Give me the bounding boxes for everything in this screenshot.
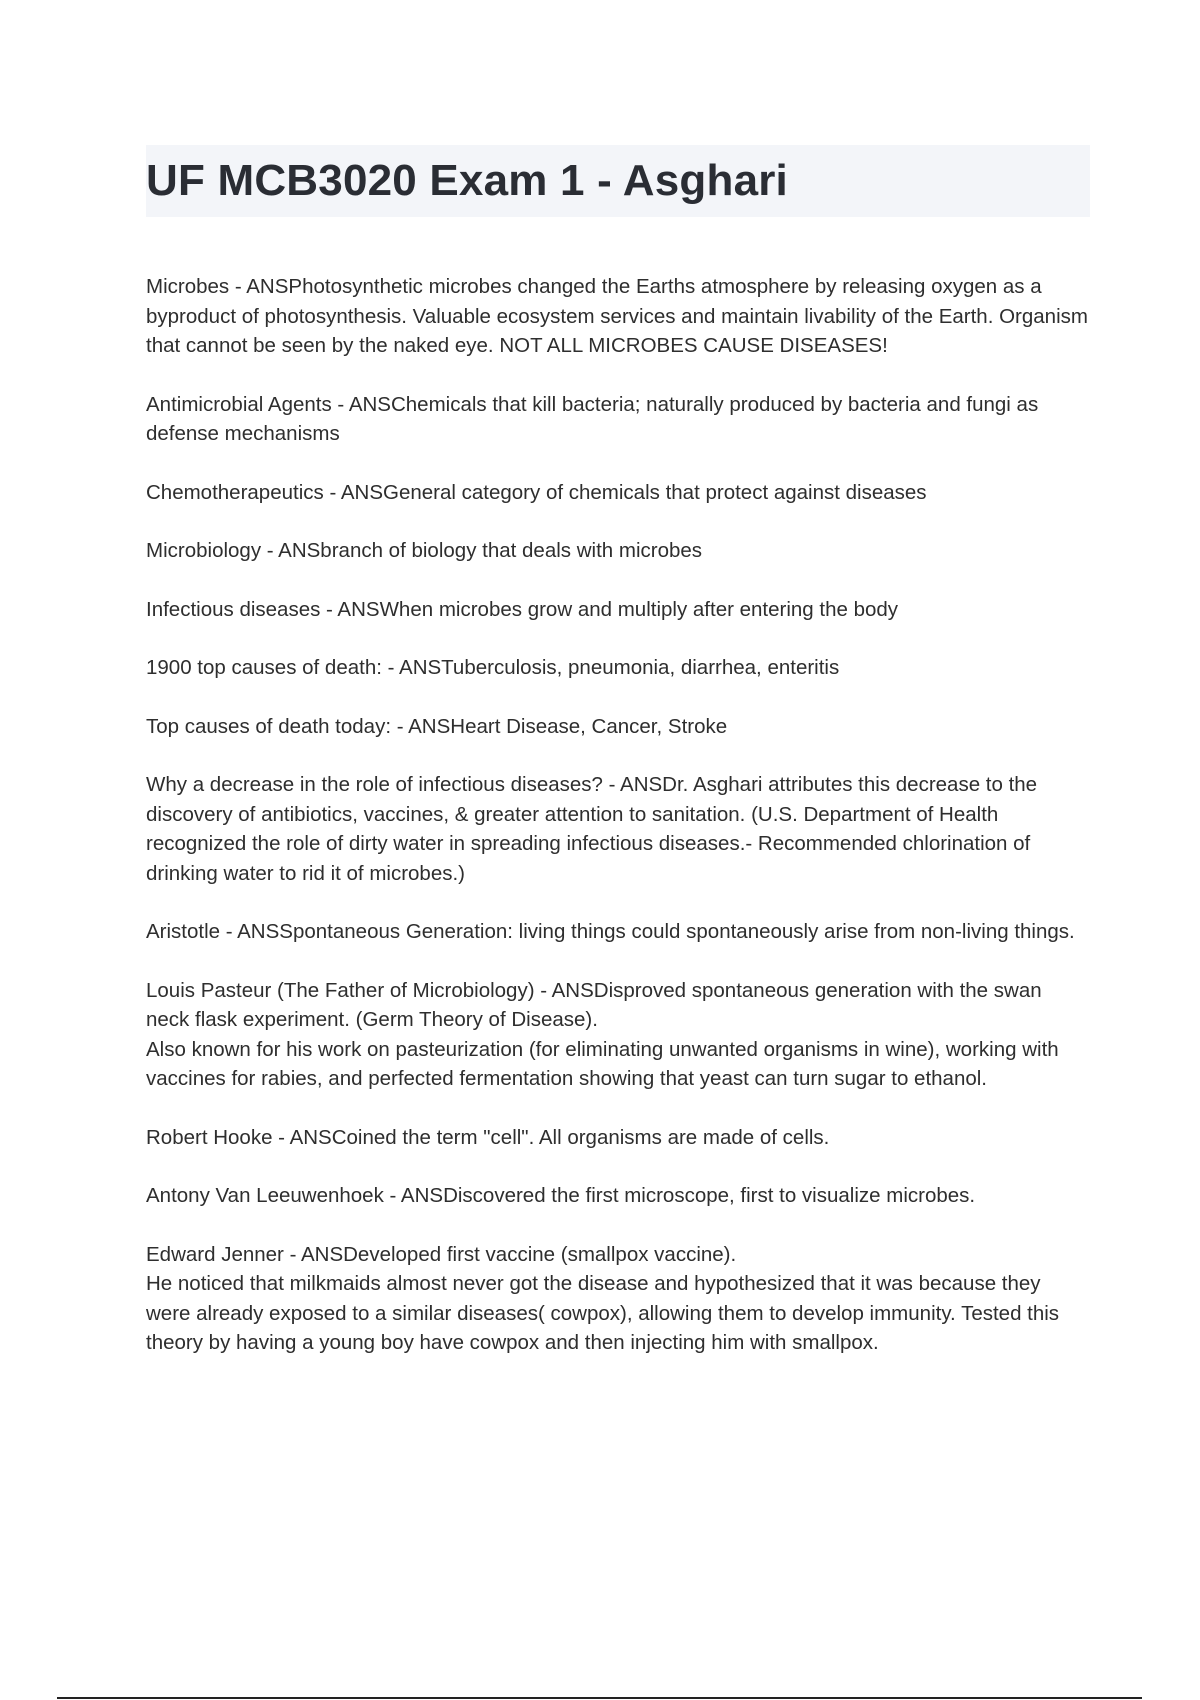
entry-text: Why a decrease in the role of infectious diseases? - ANSDr. Asghari attributes this decrease to the discovery of antibiotics, vaccines, & greater attention to sanitation. (U.S. Department of Health recognized the role of dirty water in spreading infectious diseases.- Recommended chlorination of drinking water to rid it of microbes.) [146,773,1038,885]
document-page [146,145,1090,1387]
entry-text: Top causes of death today: - ANSHeart Disease, Cancer, Stroke [146,714,728,738]
flashcard-entry [146,1181,1090,1211]
flashcard-entry [146,478,1090,508]
entry-text-continued: He noticed that milkmaids almost never got the disease and hypothesized that it was because they were already exposed to a similar diseases( cowpox), allowing them to develop immunity. Tested this theory by having a young boy have cowpox and then injecting him with smallpox. [146,1272,1060,1354]
entry-text: Antimicrobial Agents - ANSChemicals that kill bacteria; naturally produced by bacteria and fungi as defense mechanisms [146,392,1039,445]
entry-text: Antony Van Leeuwenhoek - ANSDiscovered the first microscope, first to visualize microbes. [146,1184,976,1207]
footer-divider [57,1697,1142,1699]
entry-text: Microbiology - ANSbranch of biology that deals with microbes [146,539,703,562]
flashcard-entry [146,1123,1090,1153]
entry-text: Microbes - ANSPhotosynthetic microbes changed the Earths atmosphere by releasing oxygen as a byproduct of photosynthesis. Valuable ecosystem services and maintain livability of the Earth. Organism that cannot be seen by the naked eye. NOT ALL MICROBES CAUSE DISEASES! [146,275,1088,357]
flashcard-list [146,272,1090,1358]
entry-text: Robert Hooke - ANSCoined the term "cell". All organisms are made of cells. [146,1125,830,1149]
flashcard-entry [146,976,1090,1094]
flashcard-entry [146,917,1090,947]
entry-text: Louis Pasteur (The Father of Microbiology) - ANSDisproved spontaneous generation with the swan neck flask experiment. (Germ Theory of Disease). [146,978,1042,1031]
flashcard-entry [146,770,1090,888]
flashcard-entry [146,1240,1090,1358]
flashcard-entry [146,653,1090,683]
entry-text: Edward Jenner - ANSDeveloped first vaccine (smallpox vaccine). [146,1242,737,1266]
flashcard-entry [146,712,1090,742]
title-banner [146,145,1090,217]
flashcard-entry [146,595,1090,625]
entry-text: Aristotle - ANSSpontaneous Generation: living things could spontaneously arise from non-living things. [146,920,1075,943]
flashcard-entry [146,390,1090,449]
page-title: UF MCB3020 Exam 1 - Asghari [146,156,788,205]
entry-text-continued: Also known for his work on pasteurization (for eliminating unwanted organisms in wine), working with vaccines for rabies, and perfected fermentation showing that yeast can turn sugar to ethanol. [146,1037,1059,1090]
flashcard-entry [146,536,1090,566]
entry-text: Chemotherapeutics - ANSGeneral category of chemicals that protect against diseases [146,480,927,504]
entry-text: 1900 top causes of death: - ANSTuberculosis, pneumonia, diarrhea, enteritis [146,656,840,679]
entry-text: Infectious diseases - ANSWhen microbes grow and multiply after entering the body [146,597,899,621]
flashcard-entry [146,272,1090,361]
